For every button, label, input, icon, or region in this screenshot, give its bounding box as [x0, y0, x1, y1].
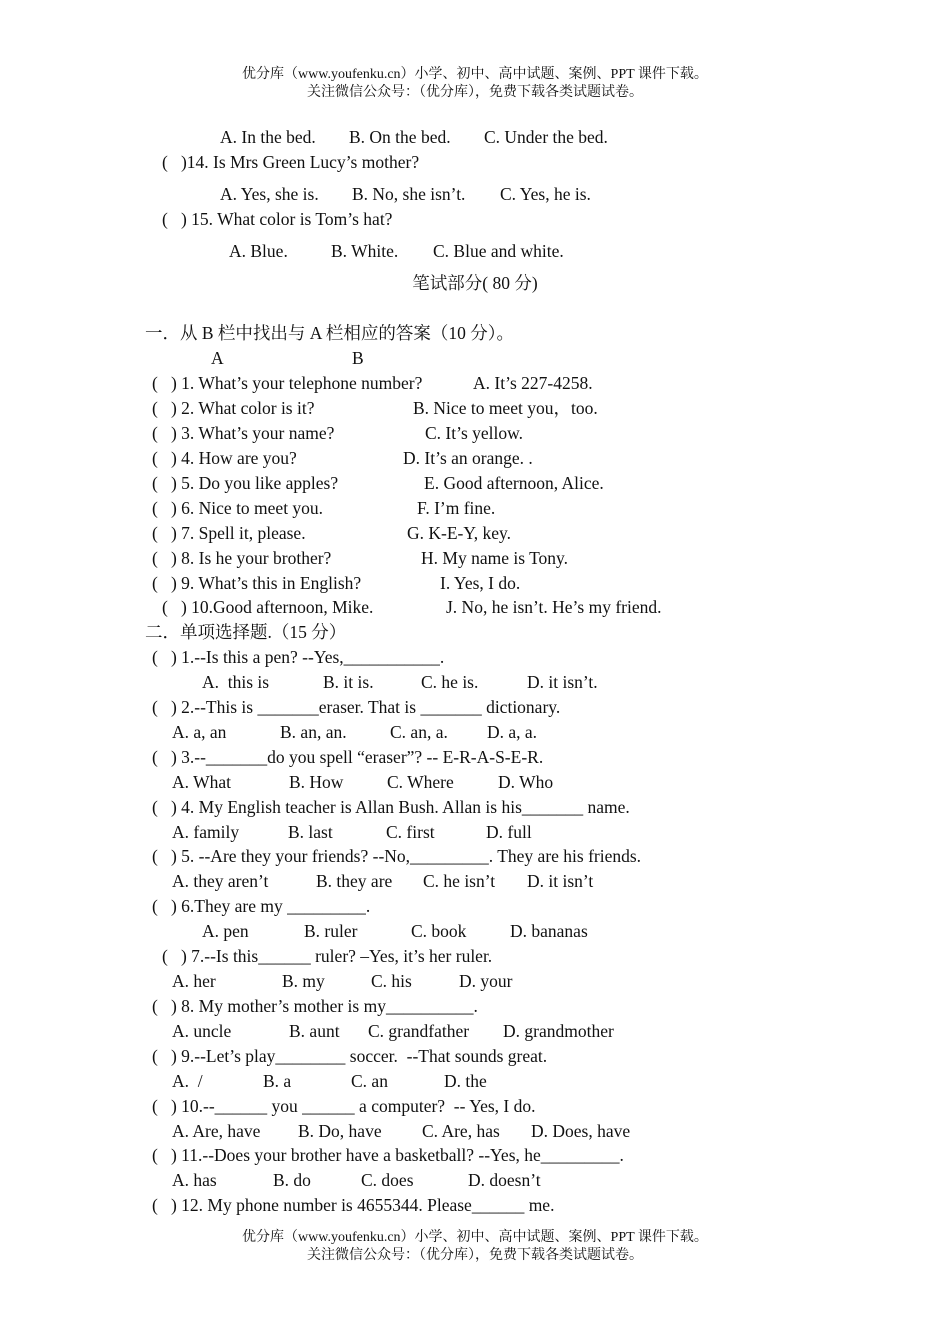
- choice-question-2: ( ) 2.--This is _______eraser. That is _______ dictionary.: [152, 697, 561, 717]
- match-answer-c: C. It’s yellow.: [425, 423, 524, 443]
- match-answer-j: J. No, he isn’t. He’s my friend.: [446, 597, 662, 617]
- choice-4-option-d: D. full: [486, 822, 532, 842]
- match-question-6: ( ) 6. Nice to meet you.: [152, 498, 324, 518]
- choice-question-12: ( ) 12. My phone number is 4655344. Please______ me.: [152, 1195, 555, 1215]
- choice-question-6: ( ) 6.They are my _________.: [152, 896, 371, 916]
- choice-7-option-c: C. his: [371, 971, 412, 991]
- column-a-label: A: [211, 348, 224, 368]
- match-answer-d: D. It’s an orange. .: [403, 448, 533, 468]
- q15-option-c: C. Blue and white.: [433, 241, 564, 261]
- page-header-line-2: 关注微信公众号：（优分库），免费下载各类试题试卷。: [307, 85, 643, 100]
- choice-question-3: ( ) 3.--_______do you spell “eraser”? -- E-R-A-S-E-R.: [152, 747, 544, 767]
- q15-option-b: B. White.: [331, 241, 399, 261]
- page-footer-line-1: 优分库（www.youfenku.cn）小学、初中、高中试题、案例、PPT 课件下载。: [242, 1230, 708, 1245]
- q13-option-a: A. In the bed.: [220, 127, 316, 147]
- match-question-9: ( ) 9. What’s this in English?: [152, 573, 362, 593]
- match-answer-g: G. K-E-Y, key.: [407, 523, 512, 543]
- match-question-8: ( ) 8. Is he your brother?: [152, 548, 332, 568]
- choice-3-option-b: B. How: [289, 772, 344, 792]
- choice-9-option-d: D. the: [444, 1071, 487, 1091]
- choice-9-option-b: B. a: [263, 1071, 292, 1091]
- choice-7-option-b: B. my: [282, 971, 325, 991]
- choice-6-option-a: A. pen: [202, 921, 249, 941]
- choice-question-9: ( ) 9.--Let’s play________ soccer. --That sounds great.: [152, 1046, 548, 1066]
- match-answer-h: H. My name is Tony.: [421, 548, 569, 568]
- choice-8-option-d: D. grandmother: [503, 1021, 614, 1041]
- choice-question-1: ( ) 1.--Is this a pen? --Yes,___________.: [152, 647, 445, 667]
- choice-8-option-a: A. uncle: [172, 1021, 232, 1041]
- choice-10-option-c: C. Are, has: [422, 1121, 500, 1141]
- choice-question-5: ( ) 5. --Are they your friends? --No,_________. They are his friends.: [152, 846, 642, 866]
- match-answer-i: I. Yes, I do.: [440, 573, 521, 593]
- choice-4-option-a: A. family: [172, 822, 240, 842]
- page-header-line-1: 优分库（www.youfenku.cn）小学、初中、高中试题、案例、PPT 课件下载。: [242, 67, 708, 82]
- choice-9-option-c: C. an: [351, 1071, 388, 1091]
- q14-question: ( )14. Is Mrs Green Lucy’s mother?: [162, 152, 420, 172]
- match-answer-f: F. I’m fine.: [417, 498, 496, 518]
- choice-1-option-b: B. it is.: [323, 672, 374, 692]
- choice-question-4: ( ) 4. My English teacher is Allan Bush. Allan is his_______ name.: [152, 797, 630, 817]
- choice-question-7: ( ) 7.--Is this______ ruler? –Yes, it’s her ruler.: [162, 946, 493, 966]
- choice-4-option-c: C. first: [386, 822, 435, 842]
- choice-question-11: ( ) 11.--Does your brother have a basketball? --Yes, he_________.: [152, 1145, 624, 1165]
- choice-11-option-a: A. has: [172, 1170, 217, 1190]
- written-section-title: 笔试部分( 80 分): [412, 273, 538, 293]
- match-question-5: ( ) 5. Do you like apples?: [152, 473, 339, 493]
- choice-1-option-c: C. he is.: [421, 672, 479, 692]
- choice-5-option-b: B. they are: [316, 871, 393, 891]
- choice-6-option-b: B. ruler: [304, 921, 358, 941]
- q13-option-b: B. On the bed.: [349, 127, 451, 147]
- choice-question-8: ( ) 8. My mother’s mother is my__________.: [152, 996, 478, 1016]
- choice-4-option-b: B. last: [288, 822, 333, 842]
- choice-question-10: ( ) 10.--______ you ______ a computer? -- Yes, I do.: [152, 1096, 536, 1116]
- q15-option-a: A. Blue.: [229, 241, 288, 261]
- choice-11-option-d: D. doesn’t: [468, 1170, 541, 1190]
- choice-5-option-c: C. he isn’t: [423, 871, 496, 891]
- match-answer-e: E. Good afternoon, Alice.: [424, 473, 604, 493]
- choice-10-option-d: D. Does, have: [531, 1121, 631, 1141]
- choice-3-option-c: C. Where: [387, 772, 454, 792]
- match-question-3: ( ) 3. What’s your name?: [152, 423, 335, 443]
- choice-6-option-c: C. book: [411, 921, 467, 941]
- choice-1-option-d: D. it isn’t.: [527, 672, 598, 692]
- choice-11-option-c: C. does: [361, 1170, 414, 1190]
- q13-option-c: C. Under the bed.: [484, 127, 608, 147]
- choice-5-option-a: A. they aren’t: [172, 871, 269, 891]
- q15-question: ( ) 15. What color is Tom’s hat?: [162, 209, 393, 229]
- match-question-7: ( ) 7. Spell it, please.: [152, 523, 306, 543]
- column-b-label: B: [352, 348, 364, 368]
- choice-8-option-c: C. grandfather: [368, 1021, 470, 1041]
- match-question-10: ( ) 10.Good afternoon, Mike.: [162, 597, 374, 617]
- q14-option-c: C. Yes, he is.: [500, 184, 591, 204]
- q14-option-b: B. No, she isn’t.: [352, 184, 466, 204]
- match-answer-a: A. It’s 227-4258.: [473, 373, 593, 393]
- choice-10-option-a: A. Are, have: [172, 1121, 261, 1141]
- q14-option-a: A. Yes, she is.: [220, 184, 319, 204]
- choice-2-option-c: C. an, a.: [390, 722, 448, 742]
- choice-3-option-a: A. What: [172, 772, 231, 792]
- choice-7-option-a: A. her: [172, 971, 216, 991]
- choice-2-option-d: D. a, a.: [487, 722, 538, 742]
- choice-6-option-d: D. bananas: [510, 921, 588, 941]
- choice-2-option-b: B. an, an.: [280, 722, 347, 742]
- page-footer-line-2: 关注微信公众号：（优分库），免费下载各类试题试卷。: [307, 1248, 643, 1263]
- choice-7-option-d: D. your: [459, 971, 513, 991]
- section-2-title: 二．单项选择题.（15 分）: [145, 622, 347, 642]
- choice-9-option-a: A. /: [172, 1071, 203, 1091]
- choice-1-option-a: A. this is: [202, 672, 270, 692]
- match-question-4: ( ) 4. How are you?: [152, 448, 297, 468]
- choice-10-option-b: B. Do, have: [298, 1121, 382, 1141]
- match-question-1: ( ) 1. What’s your telephone number?: [152, 373, 423, 393]
- choice-3-option-d: D. Who: [498, 772, 554, 792]
- section-1-title: 一．从 B 栏中找出与 A 栏相应的答案（10 分）。: [145, 323, 514, 343]
- choice-8-option-b: B. aunt: [289, 1021, 340, 1041]
- choice-5-option-d: D. it isn’t: [527, 871, 594, 891]
- match-question-2: ( ) 2. What color is it?: [152, 398, 315, 418]
- choice-11-option-b: B. do: [273, 1170, 311, 1190]
- match-answer-b: B. Nice to meet you，too.: [413, 398, 598, 418]
- choice-2-option-a: A. a, an: [172, 722, 227, 742]
